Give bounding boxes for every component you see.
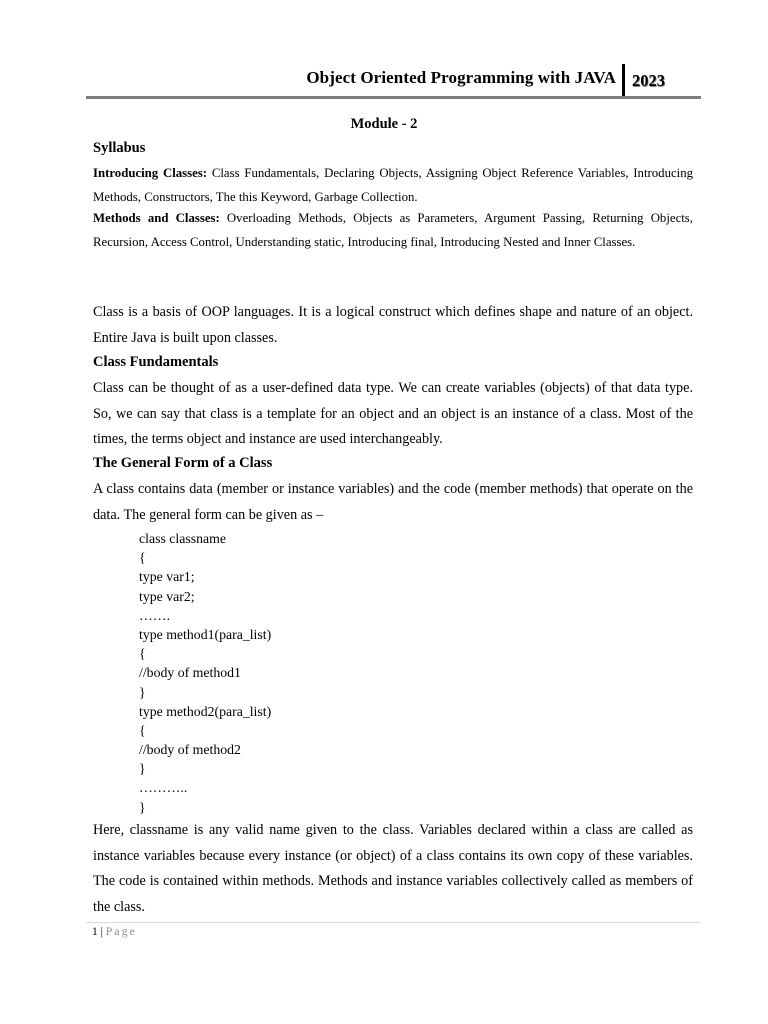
header-year: 2023 <box>632 71 665 90</box>
code-line: ……. <box>139 607 171 623</box>
code-line: ……….. <box>139 780 188 796</box>
code-line: class classname <box>139 531 226 546</box>
syllabus-methods-and-classes <box>93 207 693 254</box>
code-line: type method1(para_list) <box>139 626 272 642</box>
code-line: } <box>139 761 146 777</box>
code-line: type method2(para_list) <box>139 703 272 719</box>
code-line: type var2; <box>139 588 195 604</box>
code-line: type var1; <box>139 569 195 585</box>
class-code-block <box>139 529 271 817</box>
general-form-heading: The General Form of a Class <box>93 455 273 471</box>
syllabus-methods-label: Methods and Classes: <box>93 211 220 225</box>
code-line: //body of method2 <box>139 742 241 758</box>
code-line: { <box>139 550 146 566</box>
footer-page-number: 1 <box>92 926 98 938</box>
code-line: { <box>139 722 146 738</box>
syllabus-methods-text: Overloading Methods, Objects as Parameters, Argument Passing, Returning Objects, Recursion, Access Control, Understanding static, Introducing final, Introducing Nested and Inner Classes. <box>93 211 693 249</box>
code-line: { <box>139 646 146 662</box>
syllabus-introducing-classes <box>93 162 693 209</box>
syllabus-heading: Syllabus <box>93 140 146 156</box>
code-line: //body of method1 <box>139 665 241 681</box>
class-fundamentals-paragraph: Class can be thought of as a user-defined data type. We can create variables (objects) of that data type. So, we can say that class is a template for an object and an object is an instance of a class. Most of the times, the terms object and instance are used interchangeably. <box>93 380 693 447</box>
page-footer <box>92 926 137 938</box>
intro-paragraph: Class is a basis of OOP languages. It is a logical construct which defines shape and nature of an object. Entire Java is built upon classes. <box>93 304 693 346</box>
header-rule <box>86 96 701 99</box>
footer-rule <box>86 922 701 923</box>
general-form-paragraph: A class contains data (member or instance variables) and the code (member methods) that operate on the data. The general form can be given as – <box>93 481 693 523</box>
header-title: Object Oriented Programming with JAVA <box>306 68 616 87</box>
syllabus-intro-text: Class Fundamentals, Declaring Objects, Assigning Object Reference Variables, Introducing Methods, Constructors, The this Keyword, Garbage Collection. <box>93 166 694 204</box>
code-line: } <box>139 799 146 815</box>
general-form-after-paragraph: Here, classname is any valid name given to the class. Variables declared within a class are called as instance variables because every instance (or object) of a class contains its own copy of these variables. The code is contained within methods. Methods and instance variables collectively called as members of the class. <box>93 822 693 915</box>
footer-separator: | <box>97 926 106 938</box>
header-divider <box>622 64 625 96</box>
code-line: } <box>139 684 146 700</box>
module-title: Module - 2 <box>350 116 418 132</box>
syllabus-intro-label: Introducing Classes: <box>93 166 208 180</box>
class-fundamentals-heading: Class Fundamentals <box>93 354 219 370</box>
footer-page-word: Page <box>105 926 137 938</box>
